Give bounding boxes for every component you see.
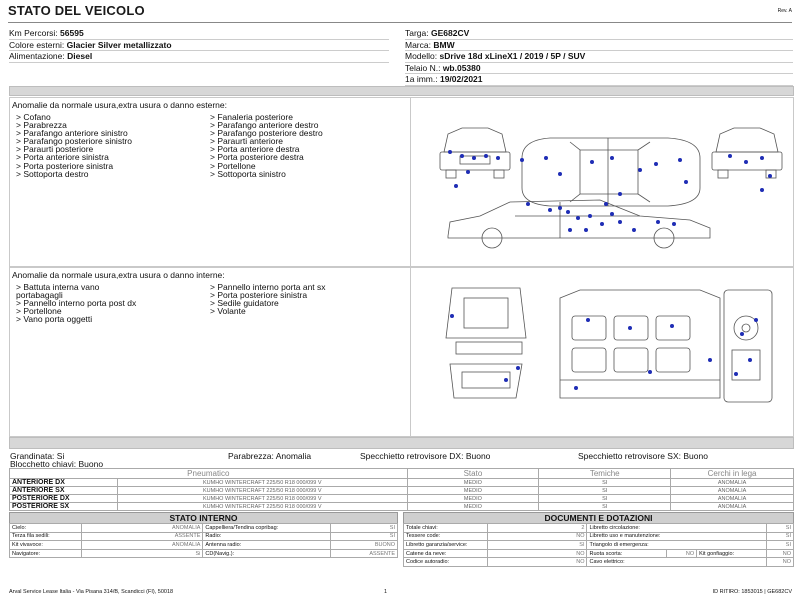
interior-item: portabagagli xyxy=(16,290,63,301)
registration-row xyxy=(405,74,793,86)
kv-key: Triangolo di emergenza: xyxy=(587,541,767,550)
interior-item: > Porta posteriore sinistra xyxy=(210,290,308,301)
page-title: STATO DEL VEICOLO xyxy=(8,3,145,18)
exterior-damage-panel xyxy=(9,97,794,267)
kv-key: Codice autoradio: xyxy=(404,558,488,567)
tire-temiche: SI xyxy=(539,487,671,495)
kv-key: CD(Navig.): xyxy=(203,549,331,558)
tire-rims: ANOMALIA xyxy=(671,503,794,511)
tire-temiche: SI xyxy=(539,495,671,503)
kv-key: Libretto uso e manutenzione: xyxy=(587,532,767,541)
documenti-table xyxy=(403,523,794,567)
interior-item: > Vano porta oggetti xyxy=(16,314,93,325)
model-value: sDrive 18d xLineX1 / 2019 / 5P / SUV xyxy=(439,51,586,61)
fuel-value: Diesel xyxy=(67,51,93,61)
tire-state: MEDIO xyxy=(407,495,539,503)
exterior-item: > Porta anteriore destra xyxy=(210,144,300,155)
interior-item: > Battuta interna vano xyxy=(16,282,100,292)
vehicle-info-left xyxy=(9,28,389,63)
tires-header xyxy=(10,469,794,479)
plate-label: Targa: xyxy=(405,28,429,38)
tire-rims: ANOMALIA xyxy=(671,487,794,495)
tire-position: ANTERIORE DX xyxy=(10,479,118,487)
kv-value: 2 xyxy=(487,524,587,533)
exterior-item: > Porta posteriore destra xyxy=(210,152,304,163)
tire-model: KUMHO WINTERCRAFT 225/50 R18 000/099 V xyxy=(117,503,407,511)
kv-value: NO xyxy=(767,558,794,567)
kv-value: ANOMALIA xyxy=(81,541,203,550)
kv-value: NO xyxy=(487,549,587,558)
footer-company: Arval Service Lease Italia - Via Pisana 314/B, Scandicci (FI), 50018 xyxy=(9,589,174,595)
kv-key: Navigatore: xyxy=(10,549,82,558)
fuel-row xyxy=(9,51,389,63)
registration-value: 19/02/2021 xyxy=(439,74,483,84)
exterior-item: > Parabrezza xyxy=(16,120,67,131)
kv-value: SI xyxy=(331,532,398,541)
interior-item: > Volante xyxy=(210,306,246,317)
kv-key: Ruota scorta: xyxy=(587,549,667,558)
kv-value: NO xyxy=(487,558,587,567)
kv-key: Radio: xyxy=(203,532,331,541)
exterior-item: > Fanaleria posteriore xyxy=(210,112,293,122)
tire-rims: ANOMALIA xyxy=(671,479,794,487)
color-value: Glacier Silver metallizzato xyxy=(66,39,172,50)
color-label: Colore esterni: xyxy=(9,39,65,50)
fuel-label: Alimentazione: xyxy=(9,51,65,61)
table-row xyxy=(10,524,398,533)
interior-item: > Portellone xyxy=(16,306,62,317)
tire-temiche: SI xyxy=(539,479,671,487)
tire-position: POSTERIORE SX xyxy=(10,503,118,511)
tire-state: MEDIO xyxy=(407,487,539,495)
status-separator xyxy=(9,437,794,449)
tire-model: KUMHO WINTERCRAFT 225/50 R18 000/099 V xyxy=(117,487,407,495)
kv-value: ASSENTE xyxy=(331,549,398,558)
table-row xyxy=(10,541,398,550)
tires-header-cell: Temiche xyxy=(539,469,671,479)
kv-value: ANOMALIA xyxy=(81,524,203,533)
kv-key: Kit vivavoce: xyxy=(10,541,82,550)
kv-key: Libretto circolazione: xyxy=(587,524,767,533)
tires-table xyxy=(9,468,794,511)
mirror-sx-text: Specchietto retrovisore SX: Buono xyxy=(578,451,708,461)
exterior-list-1 xyxy=(16,113,132,178)
kv-value: NO xyxy=(767,549,794,558)
kv-key: Antenna radio: xyxy=(203,541,331,550)
kv-key: Kit gonfiaggio: xyxy=(697,549,767,558)
section-separator xyxy=(9,86,794,96)
table-row xyxy=(404,541,794,550)
interior-list-2 xyxy=(210,283,326,315)
chassis-label: Telaio N.: xyxy=(405,62,441,73)
footer-page-number: 1 xyxy=(384,589,388,595)
plate-row xyxy=(405,28,793,40)
km-row xyxy=(9,28,389,40)
tires-header-cell: Cerchi in lega xyxy=(671,469,794,479)
revision-label: Rev. A xyxy=(777,8,792,14)
key-block-text: Blocchetto chiavi: Buono xyxy=(10,459,104,469)
exterior-item: > Paraurti posteriore xyxy=(16,144,94,155)
exterior-item: > Cofano xyxy=(16,112,51,122)
exterior-item: > Parafango posteriore destro xyxy=(210,128,323,139)
table-row xyxy=(10,479,794,487)
model-row xyxy=(405,51,793,63)
exterior-item: > Portellone xyxy=(210,160,256,171)
kv-key: Cappelliera/Tendina copribag: xyxy=(203,524,331,533)
kv-value: SI xyxy=(767,532,794,541)
mirror-dx-text: Specchietto retrovisore DX: Buono xyxy=(360,451,491,461)
exterior-item: > Sottoporta sinistro xyxy=(210,168,286,179)
model-label: Modello: xyxy=(405,51,438,61)
exterior-item: > Parafango anteriore destro xyxy=(210,120,319,131)
interior-item: > Sedile guidatore xyxy=(210,298,279,309)
table-row xyxy=(404,524,794,533)
footer-ritiro: ID RITIRO: 1853015 | GE682CV xyxy=(712,589,792,595)
plate-value: GE682CV xyxy=(431,28,470,38)
tires-header-cell: Pneumatico xyxy=(10,469,408,479)
interior-item: > Pannello interno porta ant sx xyxy=(210,282,326,292)
interior-item: > Pannello interno porta post dx xyxy=(16,298,137,309)
brand-value: BMW xyxy=(433,39,455,50)
tire-state: MEDIO xyxy=(407,503,539,511)
tire-temiche: SI xyxy=(539,503,671,511)
kv-value: SI xyxy=(331,524,398,533)
interno-title: STATO INTERNO xyxy=(9,512,398,524)
exterior-item: > Sottoporta destro xyxy=(16,168,89,179)
kv-value: BUONO xyxy=(331,541,398,550)
kv-value: NO xyxy=(487,532,587,541)
km-value: 56595 xyxy=(60,28,84,38)
exterior-item: > Porta posteriore sinistra xyxy=(16,160,114,171)
tire-model: KUMHO WINTERCRAFT 225/50 R18 000/099 V xyxy=(117,495,407,503)
kv-value: Si xyxy=(81,549,203,558)
exterior-car-diagram xyxy=(410,98,794,266)
interior-list-1 xyxy=(16,283,136,323)
tire-model: KUMHO WINTERCRAFT 225/50 R18 000/099 V xyxy=(117,479,407,487)
kv-key: Catene da neve: xyxy=(404,549,488,558)
kv-key: Terza fila sedili: xyxy=(10,532,82,541)
table-row xyxy=(10,532,398,541)
table-row xyxy=(10,549,398,558)
table-row xyxy=(10,503,794,511)
chassis-value: wb.05380 xyxy=(442,62,481,73)
tire-position: ANTERIORE SX xyxy=(10,487,118,495)
table-row xyxy=(10,487,794,495)
tires-header-cell: Stato xyxy=(407,469,539,479)
kv-value: SI xyxy=(487,541,587,550)
tire-state: MEDIO xyxy=(407,479,539,487)
color-row xyxy=(9,40,389,52)
tire-rims: ANOMALIA xyxy=(671,495,794,503)
vehicle-info-right xyxy=(405,28,793,86)
registration-label: 1a imm.: xyxy=(405,74,438,84)
exterior-item: > Parafango posteriore sinistro xyxy=(16,136,132,147)
brand-label: Marca: xyxy=(405,39,431,50)
exterior-item: > Parafango anteriore sinistro xyxy=(16,128,128,139)
parabrezza-text: Parabrezza: Anomalia xyxy=(228,451,312,461)
tire-position: POSTERIORE DX xyxy=(10,495,118,503)
kv-value: SI xyxy=(767,541,794,550)
km-label: Km Percorsi: xyxy=(9,28,58,38)
kv-value: SI xyxy=(767,524,794,533)
exterior-item: > Paraurti anteriore xyxy=(210,136,283,147)
kv-key: Cavo elettrico: xyxy=(587,558,767,567)
table-row xyxy=(404,532,794,541)
chassis-row xyxy=(405,63,793,75)
kv-key: Cielo: xyxy=(10,524,82,533)
kv-key: Totale chiavi: xyxy=(404,524,488,533)
title-divider xyxy=(8,22,792,23)
exterior-list-2 xyxy=(210,113,323,178)
interior-damage-panel xyxy=(9,267,794,437)
grandinata-text: Grandinata: Si xyxy=(10,451,65,461)
exterior-item: > Porta anteriore sinistra xyxy=(16,152,109,163)
interior-car-diagram xyxy=(410,268,794,436)
table-row xyxy=(404,549,794,558)
table-row xyxy=(10,495,794,503)
kv-key: Tessere code: xyxy=(404,532,488,541)
documenti-title: DOCUMENTI E DOTAZIONI xyxy=(403,512,794,524)
kv-key: Libretto garanzia/service: xyxy=(404,541,488,550)
kv-value: ASSENTE xyxy=(81,532,203,541)
interno-table xyxy=(9,523,398,558)
exterior-title: Anomalie da normale usura,extra usura o danno esterne: xyxy=(12,100,227,110)
table-row xyxy=(404,558,794,567)
interior-title: Anomalie da normale usura,extra usura o danno interne: xyxy=(12,270,225,280)
brand-row xyxy=(405,40,793,52)
kv-value: NO xyxy=(667,549,697,558)
